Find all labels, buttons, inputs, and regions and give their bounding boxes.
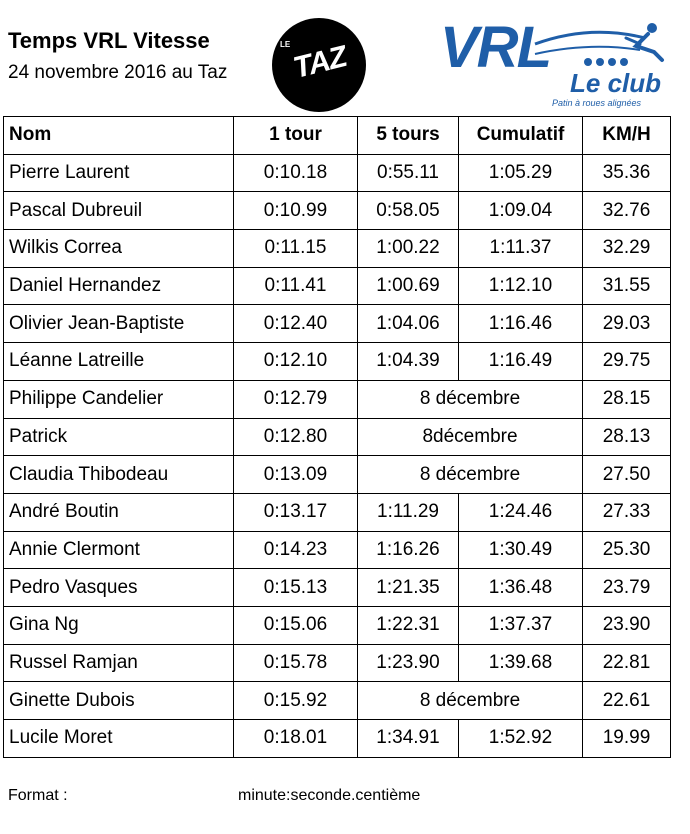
cell-kmh: 28.13 [583,418,671,456]
cell-laps5: 0:58.05 [358,192,459,230]
cell-kmh: 29.03 [583,305,671,343]
cell-lap1: 0:14.23 [234,531,358,569]
table-header-row [4,117,671,155]
cell-lap1: 0:15.06 [234,606,358,644]
format-value: minute:seconde.centième [238,787,421,804]
cell-cumul: 1:52.92 [459,720,583,758]
vrl-logo [440,14,680,114]
results-table [3,116,671,758]
table-row [4,531,671,569]
table-row [4,154,671,192]
vrl-logo-text: VRL [440,15,550,80]
table-row [4,569,671,607]
cell-name: Daniel Hernandez [4,267,234,305]
table-row [4,380,671,418]
cell-laps5: 1:04.06 [358,305,459,343]
table-row [4,230,671,268]
cell-laps5: 1:21.35 [358,569,459,607]
taz-logo-prefix: LE [280,40,291,49]
cell-kmh: 35.36 [583,154,671,192]
cell-lap1: 0:10.18 [234,154,358,192]
cell-lap1: 0:12.40 [234,305,358,343]
table-row [4,606,671,644]
cell-lap1: 0:11.41 [234,267,358,305]
table-row [4,493,671,531]
table-row [4,644,671,682]
cell-lap1: 0:15.78 [234,644,358,682]
format-label: Format : [8,787,68,804]
cell-lap1: 0:12.80 [234,418,358,456]
cell-kmh: 25.30 [583,531,671,569]
table-row [4,682,671,720]
cell-lap1: 0:12.79 [234,380,358,418]
cell-laps5: 1:00.69 [358,267,459,305]
cell-merged-note: 8 décembre [358,456,583,494]
cell-kmh: 27.50 [583,456,671,494]
cell-cumul: 1:16.46 [459,305,583,343]
cell-kmh: 22.61 [583,682,671,720]
table-row [4,305,671,343]
vrl-logo-tagline: Patin à roues alignées [552,98,642,108]
cell-kmh: 19.99 [583,720,671,758]
cell-name: Pascal Dubreuil [4,192,234,230]
cell-lap1: 0:10.99 [234,192,358,230]
cell-kmh: 32.76 [583,192,671,230]
cell-name: Claudia Thibodeau [4,456,234,494]
cell-kmh: 29.75 [583,343,671,381]
table-row [4,720,671,758]
cell-cumul: 1:39.68 [459,644,583,682]
column-header-laps5: 5 tours [358,117,459,155]
cell-cumul: 1:09.04 [459,192,583,230]
cell-cumul: 1:24.46 [459,493,583,531]
column-header-cumul: Cumulatif [459,117,583,155]
cell-cumul: 1:05.29 [459,154,583,192]
cell-lap1: 0:13.09 [234,456,358,494]
cell-name: André Boutin [4,493,234,531]
cell-kmh: 31.55 [583,267,671,305]
table-row [4,267,671,305]
cell-lap1: 0:11.15 [234,230,358,268]
cell-lap1: 0:15.13 [234,569,358,607]
cell-name: Annie Clermont [4,531,234,569]
table-row [4,418,671,456]
cell-merged-note: 8 décembre [358,682,583,720]
cell-merged-note: 8décembre [358,418,583,456]
cell-merged-note: 8 décembre [358,380,583,418]
cell-laps5: 1:34.91 [358,720,459,758]
cell-name: Olivier Jean-Baptiste [4,305,234,343]
cell-name: Léanne Latreille [4,343,234,381]
cell-cumul: 1:11.37 [459,230,583,268]
cell-lap1: 0:18.01 [234,720,358,758]
cell-laps5: 1:00.22 [358,230,459,268]
cell-kmh: 23.90 [583,606,671,644]
cell-cumul: 1:30.49 [459,531,583,569]
cell-name: Pierre Laurent [4,154,234,192]
cell-cumul: 1:36.48 [459,569,583,607]
cell-laps5: 1:23.90 [358,644,459,682]
cell-lap1: 0:15.92 [234,682,358,720]
cell-cumul: 1:37.37 [459,606,583,644]
cell-name: Wilkis Correa [4,230,234,268]
cell-name: Russel Ramjan [4,644,234,682]
column-header-lap1: 1 tour [234,117,358,155]
taz-logo-word: TAZ [290,40,350,85]
cell-name: Patrick [4,418,234,456]
table-row [4,343,671,381]
cell-lap1: 0:13.17 [234,493,358,531]
cell-name: Gina Ng [4,606,234,644]
cell-laps5: 1:16.26 [358,531,459,569]
cell-laps5: 0:55.11 [358,154,459,192]
vrl-logo-club: Le club [570,68,662,98]
cell-cumul: 1:12.10 [459,267,583,305]
table-row [4,192,671,230]
page-subtitle: 24 novembre 2016 au Taz [8,62,228,83]
cell-laps5: 1:04.39 [358,343,459,381]
cell-name: Pedro Vasques [4,569,234,607]
cell-name: Philippe Candelier [4,380,234,418]
table-row [4,456,671,494]
cell-kmh: 32.29 [583,230,671,268]
cell-laps5: 1:11.29 [358,493,459,531]
column-header-kmh: KM/H [583,117,671,155]
page-title: Temps VRL Vitesse [8,28,210,53]
cell-laps5: 1:22.31 [358,606,459,644]
cell-kmh: 27.33 [583,493,671,531]
cell-lap1: 0:12.10 [234,343,358,381]
column-header-name: Nom [4,117,234,155]
cell-kmh: 28.15 [583,380,671,418]
cell-cumul: 1:16.49 [459,343,583,381]
cell-kmh: 23.79 [583,569,671,607]
cell-name: Ginette Dubois [4,682,234,720]
cell-name: Lucile Moret [4,720,234,758]
cell-kmh: 22.81 [583,644,671,682]
taz-logo [272,18,366,112]
